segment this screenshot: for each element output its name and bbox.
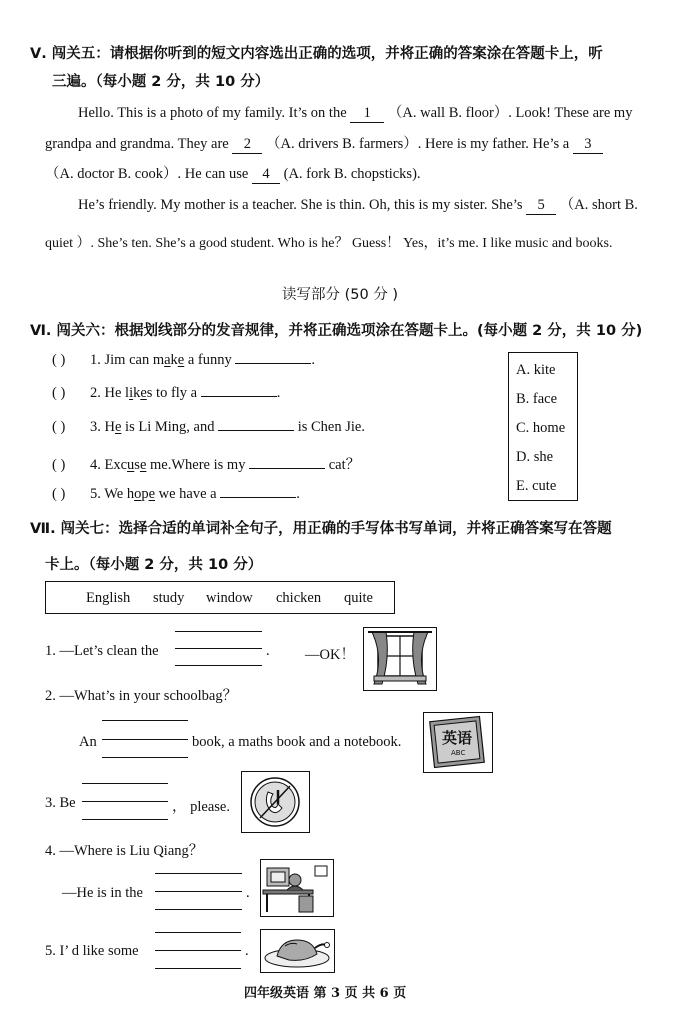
handwriting-line — [155, 873, 242, 874]
handwriting-line — [155, 909, 242, 910]
phonics-question-4 — [52, 453, 360, 474]
underlined-letter: u — [127, 457, 135, 473]
passage-line-5: quiet ）. She’s ten. She’s a good student. Who is he？ Guess！ Yes，it’s me. I like music and books. — [45, 236, 613, 251]
word-bank — [45, 581, 395, 614]
window-picture — [363, 627, 437, 691]
question-text: . — [311, 352, 315, 368]
handwriting-line — [82, 801, 168, 802]
passage-line-1 — [78, 101, 632, 123]
phonics-question-2 — [52, 385, 280, 402]
underlined-letter: a — [164, 352, 171, 368]
answer-blank-4: 4 — [252, 166, 280, 184]
question-text: is Li Ming, and — [121, 419, 215, 435]
q7-1-text: 1. —Let’s clean the — [45, 643, 159, 659]
phonics-question-5 — [52, 486, 300, 503]
option-b: B. face — [516, 391, 558, 407]
period: . — [245, 943, 249, 959]
q7-2-text: 2. —What’s in your schoolbag？ — [45, 688, 238, 704]
underlined-letter: o — [134, 486, 142, 502]
answer-blank-1: 1 — [350, 105, 384, 123]
passage-text: （A. doctor B. cook）. He can use — [45, 166, 249, 182]
answer-blank-3: 3 — [573, 136, 603, 154]
answer-paren: ( ) — [52, 457, 66, 473]
phonics-question-1 — [52, 352, 315, 369]
page-footer: 四年级英语 第 3 页 共 6 页 — [244, 986, 407, 1001]
option-c: C. home — [516, 420, 566, 436]
english-book-picture — [423, 712, 493, 773]
question-text: p — [141, 486, 149, 502]
handwriting-line — [155, 891, 242, 892]
passage-line-3 — [45, 162, 421, 184]
question-text: we have a — [155, 486, 217, 502]
q7-5-text: 5. I’ d like some — [45, 943, 139, 959]
question-text: . — [276, 385, 281, 401]
question-text: cat？ — [328, 457, 361, 473]
question-text: s to fly a — [146, 385, 198, 401]
fill-line — [249, 468, 325, 469]
question-text: k — [170, 352, 178, 368]
passage-text: （A. drivers B. farmers）. Here is my father. He’s a — [265, 136, 570, 152]
q7-3-rest: ， please. — [172, 799, 230, 815]
section5-title-cont: 三遍。（每小题 2 分，共 10 分） — [52, 74, 270, 90]
handwriting-line — [155, 968, 241, 969]
handwriting-line — [155, 932, 241, 933]
option-e: E. cute — [516, 478, 557, 494]
question-text: 2. He l — [90, 385, 130, 401]
study-room-picture — [260, 859, 334, 917]
q7-2-rest: book, a maths book and a notebook. — [192, 734, 402, 750]
fill-line — [220, 497, 296, 498]
chicken-picture — [260, 929, 335, 973]
fill-line — [235, 363, 311, 364]
quiet-sign-icon — [242, 772, 309, 832]
underlined-letter: e — [114, 419, 122, 435]
section6-title: Ⅵ. 闯关六：根据划线部分的发音规律，并将正确选项涂在答题卡上。(每小题 2 分，共 10 分) — [30, 323, 643, 339]
book-title: 英语 — [442, 731, 473, 747]
word-study: study — [153, 590, 185, 606]
answer-paren: ( ) — [52, 385, 66, 401]
fill-line — [218, 430, 294, 431]
quiet-sign-picture — [241, 771, 310, 833]
answer-paren: ( ) — [52, 352, 66, 368]
underlined-letter: e — [177, 352, 185, 368]
question-text: . — [296, 486, 300, 502]
q7-3-text: 3. Be — [45, 795, 76, 811]
answer-paren: ( ) — [52, 419, 66, 435]
answer-blank-5: 5 — [526, 197, 556, 215]
book-subtitle: ABC — [451, 749, 466, 757]
question-text: s — [134, 457, 140, 473]
phonics-question-3 — [52, 419, 365, 436]
underlined-letter: e — [148, 486, 156, 502]
question-text: me.Where is my — [146, 457, 246, 473]
underlined-letter: e — [139, 457, 147, 473]
handwriting-line — [82, 783, 168, 784]
passage-line-2 — [45, 132, 603, 154]
part-title: 读写部分 (50 分 ) — [282, 287, 399, 303]
word-quite: quite — [344, 590, 373, 606]
option-d: D. she — [516, 449, 554, 465]
underlined-letter: i — [129, 385, 134, 401]
passage-text: （A. wall B. floor）. Look! These are my — [387, 105, 633, 121]
question-text: 1. Jim can m — [90, 352, 165, 368]
q7-4-answer: —He is in the — [62, 885, 143, 901]
word-chicken: chicken — [276, 590, 322, 606]
roast-chicken-icon — [261, 930, 334, 972]
window-icon — [364, 628, 436, 690]
option-a: A. kite — [516, 362, 556, 378]
question-text: 3. H — [90, 419, 115, 435]
word-english: English — [86, 590, 131, 606]
handwriting-line — [175, 648, 262, 649]
passage-text: grandpa and grandma. They are — [45, 136, 229, 152]
passage-line-4 — [78, 193, 638, 215]
q7-4-text: 4. —Where is Liu Qiang？ — [45, 843, 204, 859]
question-text: k — [133, 385, 141, 401]
question-text: 4. Exc — [90, 457, 128, 473]
question-text: 5. We h — [90, 486, 135, 502]
passage-text: He’s friendly. My mother is a teacher. She is thin. Oh, this is my sister. She’s — [78, 197, 523, 213]
options-box — [508, 352, 578, 501]
q7-1-reply: —OK！ — [305, 647, 355, 663]
handwriting-line — [102, 739, 188, 740]
section5-title: Ⅴ. 闯关五：请根据你听到的短文内容选出正确的选项，并将正确的答案涂在答题卡上，听 — [30, 46, 603, 62]
study-room-icon — [261, 860, 333, 916]
underlined-letter: e — [140, 385, 147, 401]
answer-paren: ( ) — [52, 486, 66, 502]
handwriting-line — [155, 950, 241, 951]
passage-text: Hello. This is a photo of my family. It’s on the — [78, 105, 347, 121]
passage-text: (A. fork B. chopsticks). — [283, 166, 421, 182]
passage-text: （A. short B. — [559, 197, 638, 213]
handwriting-line — [175, 665, 262, 666]
word-window: window — [206, 590, 253, 606]
section7-title: Ⅶ. 闯关七：选择合适的单词补全句子，用正确的手写体书写单词，并将正确答案写在答题 — [30, 521, 612, 537]
handwriting-line — [102, 757, 188, 758]
handwriting-line — [102, 720, 188, 721]
answer-blank-2: 2 — [232, 136, 262, 154]
period: . — [266, 643, 270, 659]
period: . — [246, 885, 250, 901]
section7-title-cont: 卡上。（每小题 2 分，共 10 分） — [45, 557, 263, 573]
q7-2-an: An — [79, 734, 97, 750]
question-text: is Chen Jie. — [297, 419, 365, 435]
handwriting-line — [82, 819, 168, 820]
question-text: a funny — [184, 352, 232, 368]
fill-line — [201, 396, 277, 397]
handwriting-line — [175, 631, 262, 632]
